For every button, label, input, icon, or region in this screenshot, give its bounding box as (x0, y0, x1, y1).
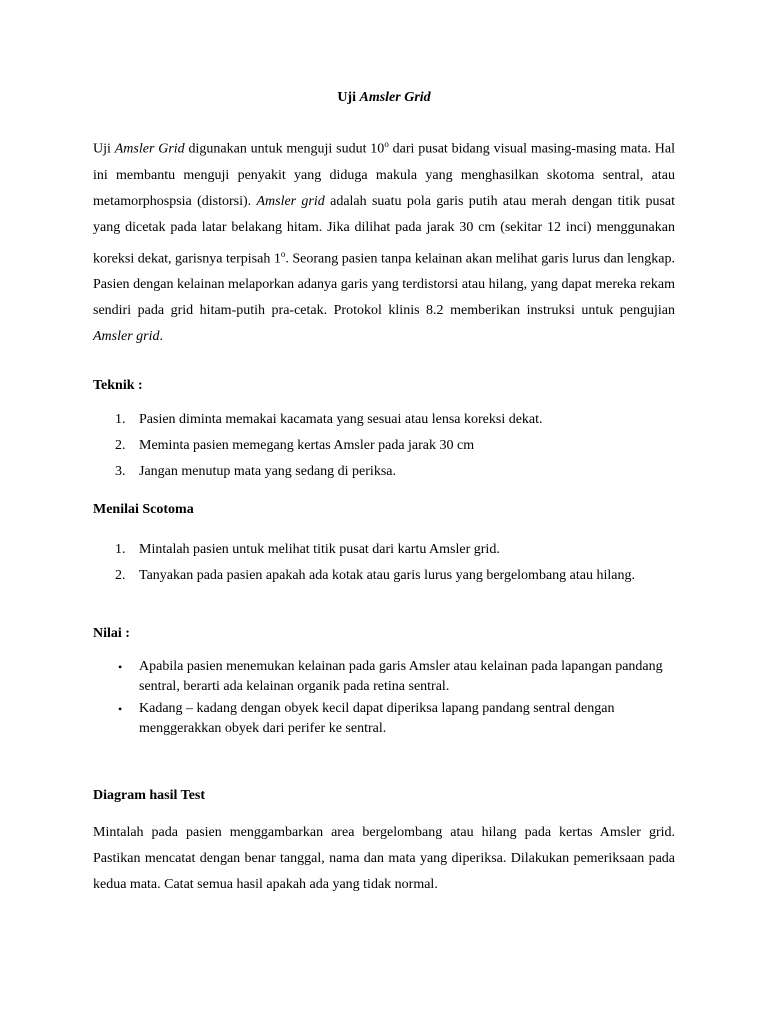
list-number: 3. (115, 464, 126, 479)
list-item (93, 462, 675, 482)
intro-italic: Amsler Grid (114, 141, 185, 157)
intro-superscript: o (384, 139, 389, 149)
list-item-text: Jangan menutup mata yang sedang di periksa. (139, 464, 396, 479)
intro-text: dari pusat bidang visual masing-masing mata. Hal ini membantu menguji penyakit yang diduga makula yang menghasilkan skotoma sentral, atau metamorphospsia (distorsi). (93, 141, 675, 209)
nilai-list (93, 657, 675, 741)
list-item-text: Tanyakan pada pasien apakah ada kotak atau garis lurus yang bergelombang atau hilang. (139, 568, 635, 583)
teknik-heading: Teknik : (93, 378, 143, 393)
nilai-heading: Nilai : (93, 626, 130, 641)
list-number: 2. (115, 568, 126, 583)
diagram-heading: Diagram hasil Test (93, 788, 206, 803)
list-item-text: Mintalah pasien untuk melihat titik pusat dari kartu Amsler grid. (139, 542, 500, 557)
diagram-paragraph: Mintalah pada pasien menggambarkan area bergelombang atau hilang pada kertas Amsler grid. Pastikan mencatat dengan benar tanggal, nama dan mata yang diperiksa. Dilakukan pemeriksaan pada kedua mata. Catat semua hasil apakah ada yang tidak normal. (93, 825, 675, 892)
list-item-text: Apabila pasien menemukan kelainan pada garis Amsler atau kelainan pada lapangan pandang sentral, berarti ada kelainan organik pada retina sentral. (139, 659, 663, 694)
list-item (93, 537, 675, 563)
menilai-list (93, 537, 675, 589)
list-item (93, 657, 675, 697)
list-item-text: Meminta pasien memegang kertas Amsler pada jarak 30 cm (139, 438, 475, 453)
intro-text: . (159, 329, 163, 345)
teknik-list (93, 410, 675, 488)
bullet-icon: • (118, 660, 123, 674)
list-number: 2. (115, 438, 126, 453)
intro-text: . Seorang pasien tanpa kelainan akan melihat garis lurus dan lengkap. Pasien dengan kelainan melaporkan adanya garis yang terdistorsi atau hilang, yang dapat mereka rekam sendiri pada grid hitam-putih pra-cetak. Protokol klinis 8.2 memberikan instruksi untuk pengujian (93, 251, 675, 319)
intro-paragraph (93, 131, 675, 350)
list-item-text: Pasien diminta memakai kacamata yang sesuai atau lensa koreksi dekat. (139, 412, 543, 427)
menilai-heading: Menilai Scotoma (93, 502, 194, 517)
list-item (93, 699, 675, 739)
intro-superscript: o (280, 248, 286, 259)
list-number: 1. (115, 542, 126, 557)
title-prefix: Uji (337, 90, 360, 105)
list-number: 1. (115, 412, 126, 427)
list-item (93, 410, 675, 430)
document-title (93, 88, 675, 108)
list-item (93, 436, 675, 456)
intro-text: Uji (93, 141, 115, 157)
intro-italic: Amsler grid (93, 329, 160, 345)
intro-text: digunakan untuk menguji sudut 10 (184, 141, 385, 157)
intro-text: adalah suatu pola garis putih atau merah dengan titik pusat yang dicetak pada latar belakang hitam. Jika dilihat pada jarak 30 cm (sekitar 12 inci) menggunakan koreksi dekat, garisnya terpisah 1 (93, 193, 676, 267)
list-item (93, 563, 675, 589)
intro-italic: Amsler grid (256, 193, 325, 209)
bullet-icon: • (118, 702, 123, 716)
title-italic: Amsler Grid (359, 90, 431, 105)
list-item-text: Kadang – kadang dengan obyek kecil dapat diperiksa lapang pandang sentral dengan menggerakkan obyek dari perifer ke sentral. (139, 701, 615, 736)
